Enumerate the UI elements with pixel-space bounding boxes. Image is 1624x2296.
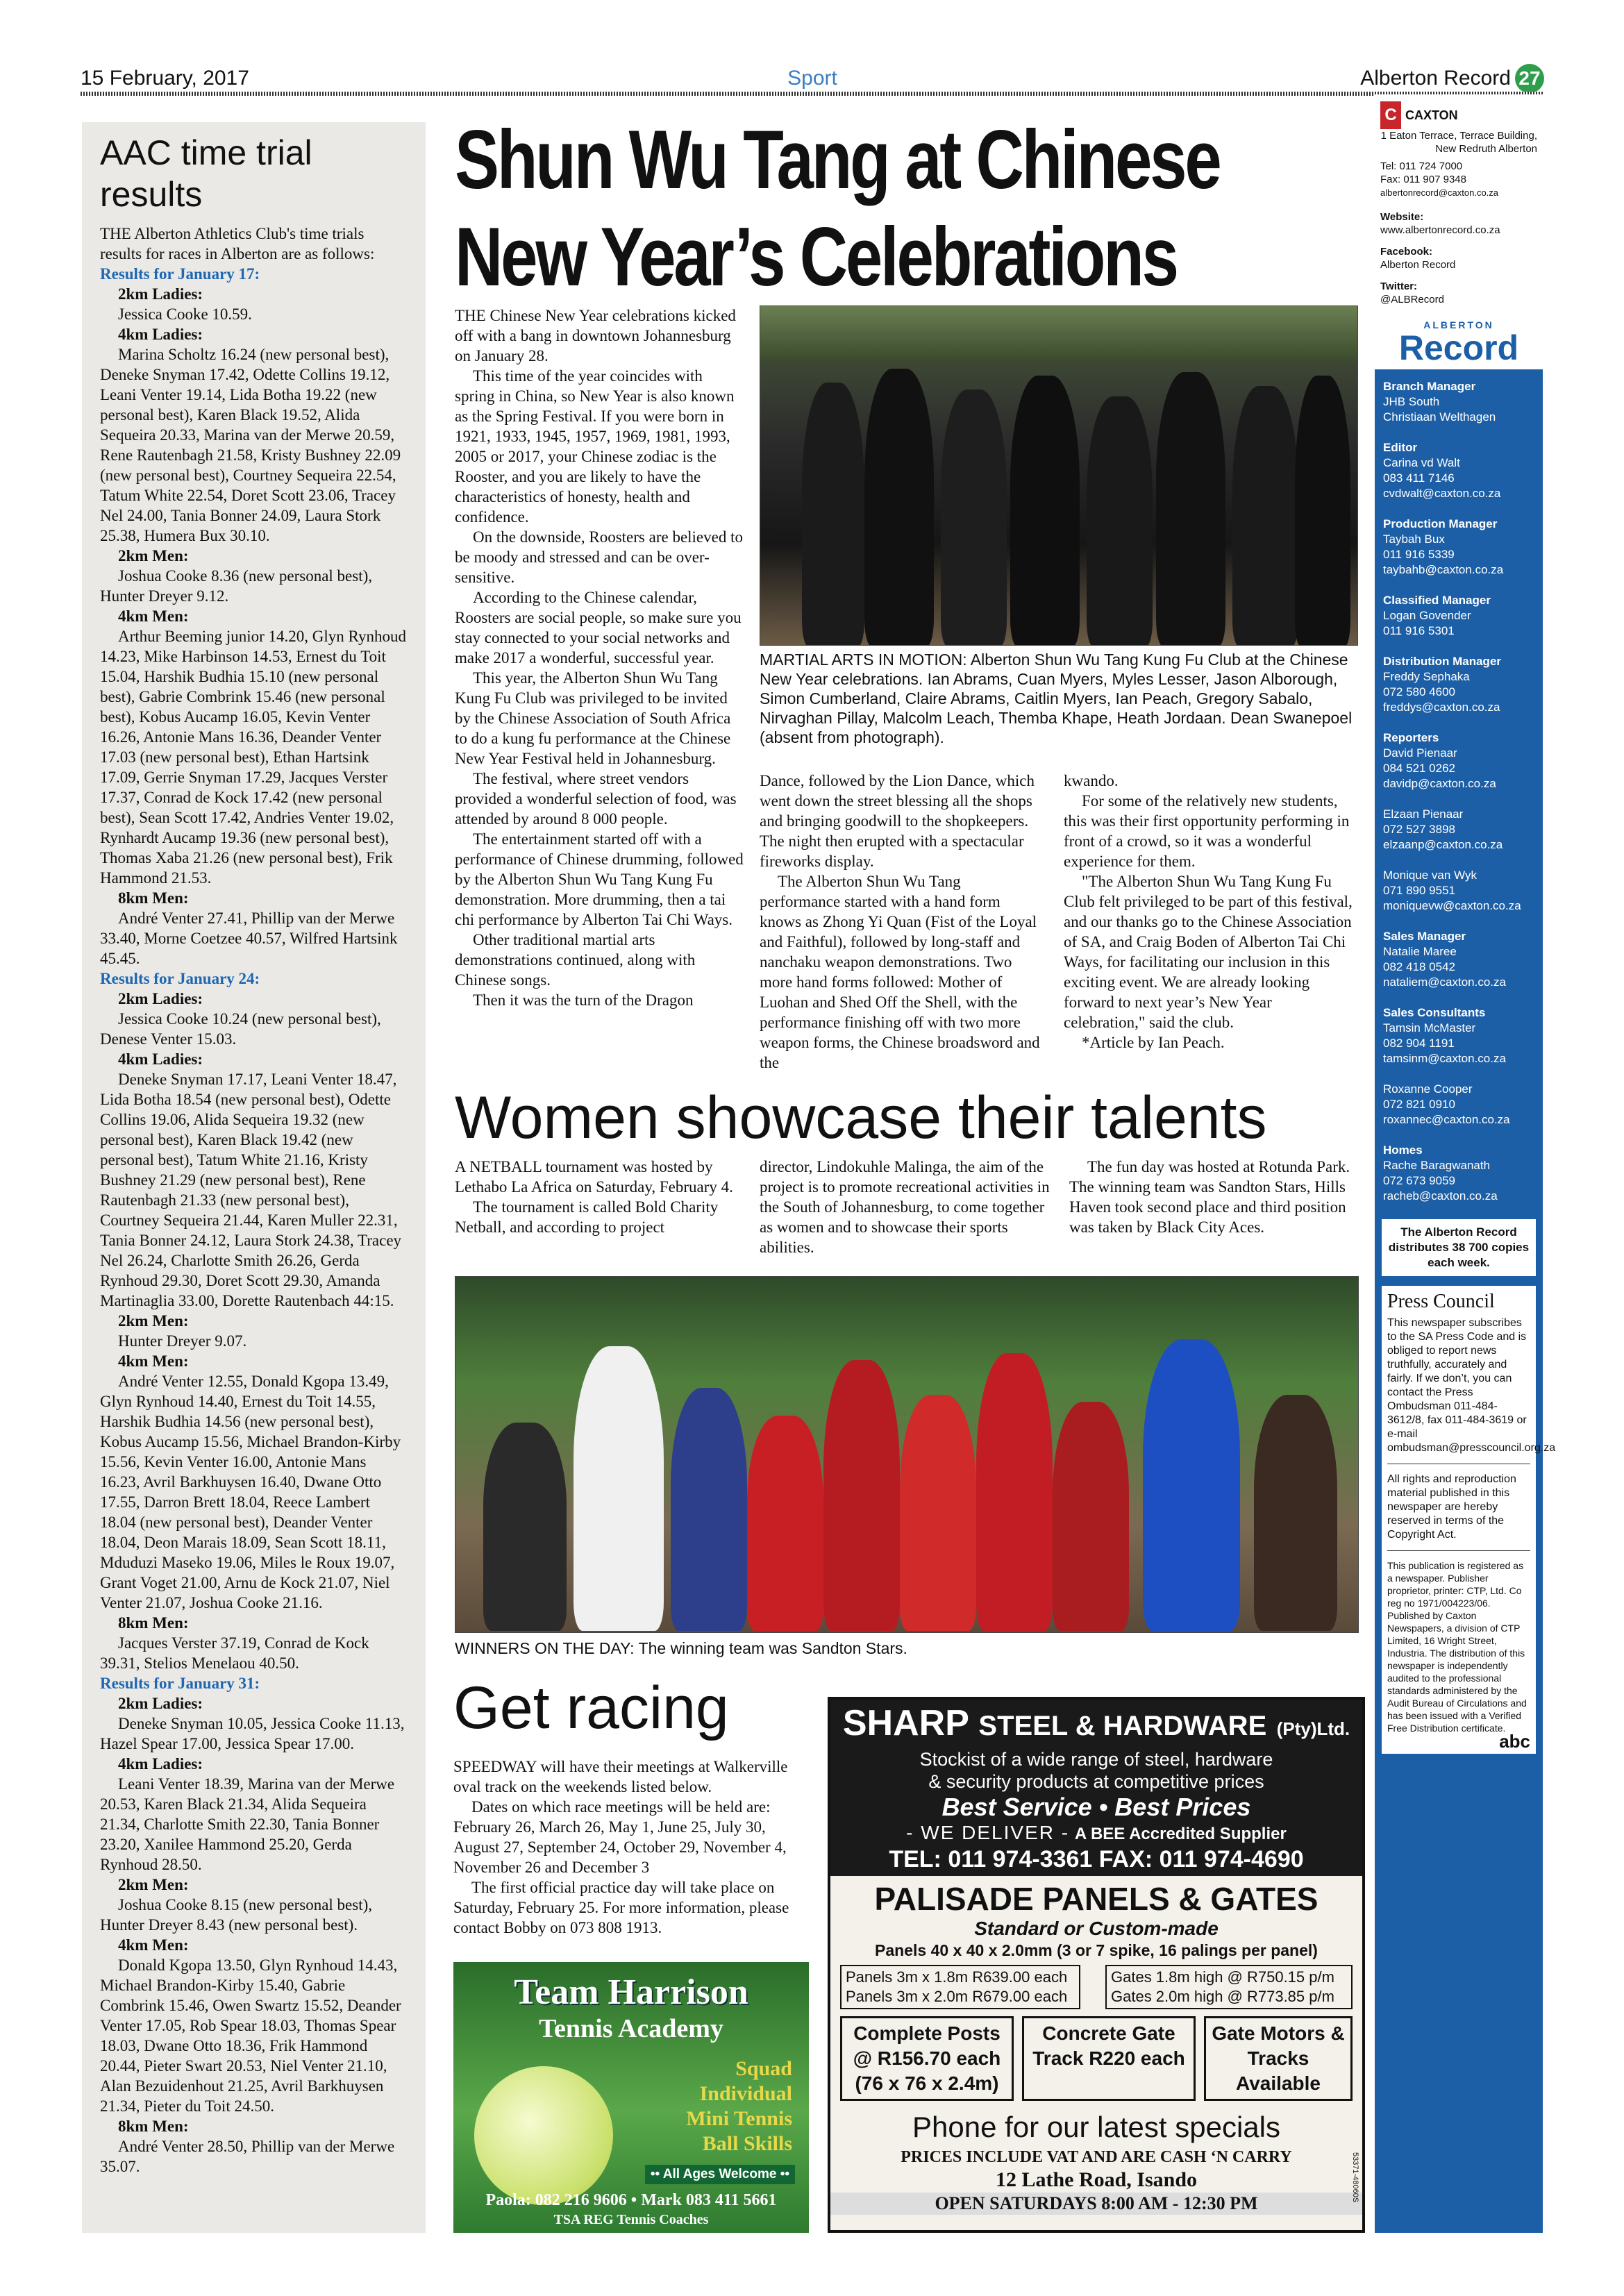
staff-contact [1383, 440, 1534, 501]
steel-ad-box3: Gate Motors & Tracks Available [1204, 2016, 1353, 2101]
steel-ad-box1: Complete Posts @ R156.70 each (76 x 76 x 2.4m) [840, 2016, 1014, 2101]
tennis-ad-footer: TSA REG Tennis Coaches [553, 2212, 709, 2227]
results-text: André Venter 27.41, Phillip van der Merwe 33.40, Morne Coetzee 40.57, Wilfred Hartsink 45.45. [100, 910, 398, 967]
masthead-logo: Record [1398, 328, 1519, 367]
staff-detail: Roxanne Cooper [1383, 1082, 1473, 1096]
results-category: 2km Ladies: [118, 1695, 203, 1712]
steel-ad-line2: & security products at competitive prices [928, 1771, 1264, 1792]
sharp-steel-ad [828, 1697, 1365, 2233]
results-category: 4km Men: [118, 1352, 189, 1370]
staff-detail: 082 418 0542 [1383, 960, 1455, 973]
issue-date: 15 February, 2017 [81, 67, 249, 90]
racing-para: SPEEDWAY will have their meetings at Walkerville oval track on the weekends listed below. [453, 1758, 788, 1795]
steel-ad-box2: Concrete Gate Track R220 each [1022, 2016, 1196, 2101]
staff-detail: 071 890 9551 [1383, 884, 1455, 897]
page-header [81, 67, 1544, 90]
steel-ad-spec: Panels 40 x 40 x 2.0mm (3 or 7 spike, 16 palings per panel) [875, 1941, 1318, 1959]
staff-detail: Elzaan Pienaar [1383, 807, 1464, 821]
publication-name: Alberton Record [1360, 67, 1511, 90]
shun-para: This time of the year coincides with spring in China, so New Year is also known as the Spring Festival. If you were born in 1921, 1933, 1945, 1957, 1969, 1981, 1993, 2005 or 2017, your Chinese zodiac is the Rooster, and you are likely to have the characteristics of honesty, health and confidence. [455, 367, 735, 526]
staff-detail: Monique van Wyk [1383, 869, 1477, 882]
press-council-text: This newspaper subscribes to the SA Press Code and is obliged to report news truthfully, accurately and fairly. If we don’t, you can contact the Press Ombudsman 011-484-3612/8, fax 011-484-3619 or e-mail ombudsman@presscouncil.org.za [1387, 1317, 1556, 1454]
steel-ad-bee: A BEE Accredited Supplier [1074, 1825, 1287, 1843]
staff-role: Sales Manager [1383, 930, 1466, 943]
results-text: Leani Venter 18.39, Marina van der Merwe 20.53, Karen Black 21.34, Alida Sequeira 21.34, Charlotte Smith 22.30, Tania Bonner 23.20, Xanilee Hammond 25.20, Gerda Rynhoud 28.50. [100, 1775, 395, 1873]
caxton-logo-text: CAXTON [1405, 108, 1458, 122]
tennis-ad-subtitle: Tennis Academy [539, 2014, 723, 2043]
header-rule [81, 92, 1544, 96]
staff-detail: Carina vd Walt [1383, 456, 1460, 469]
results-category: 4km Ladies: [118, 326, 203, 343]
section-label: Sport [787, 67, 837, 90]
staff-contact [1383, 730, 1534, 791]
results-category: 8km Men: [118, 2118, 189, 2135]
results-date-heading: Results for January 17: [100, 265, 260, 283]
steel-ad-gate1: Gates 1.8m high @ R750.15 p/m [1111, 1968, 1334, 1986]
results-category: 2km Men: [118, 547, 189, 564]
shun-para: *Article by Ian Peach. [1082, 1034, 1225, 1051]
results-text: Deneke Snyman 10.05, Jessica Cooke 11.13, Hazel Spear 17.00, Jessica Spear 17.00. [100, 1715, 405, 1752]
shun-para: The festival, where street vendors provided a wonderful selection of food, was attended by around 8 000 people. [455, 770, 737, 828]
office-tel: Tel: 011 724 7000 [1380, 160, 1463, 172]
website-label: Website: [1380, 211, 1424, 223]
results-category: 4km Men: [118, 1936, 189, 1954]
results-text: Jessica Cooke 10.24 (new personal best), Denese Venter 15.03. [100, 1010, 381, 1048]
women-para: The fun day was hosted at Rotunda Park. The winning team was Sandton Stars, Hills Haven took second place and third position was taken by Black City Aces. [1069, 1158, 1350, 1236]
racing-para: Dates on which race meetings will be held are: February 26, March 26, May 1, June 25, July 30, August 27, September 24, October 29, November 4, November 26 and December 3 [453, 1798, 787, 1876]
steel-ad-phone: Phone for our latest specials [912, 2111, 1280, 2143]
steel-ad-tel: TEL: 011 974-3361 FAX: 011 974-4690 [889, 1846, 1304, 1872]
staff-detail: 011 916 5301 [1383, 624, 1455, 637]
women-headline: Women showcase their talents [455, 1084, 1267, 1151]
staff-detail[interactable]: tamsinm@caxton.co.za [1383, 1052, 1506, 1065]
results-category: 4km Ladies: [118, 1755, 203, 1773]
racing-para: The first official practice day will take place on Saturday, February 25. For more information, please contact Bobby on 073 808 1913. [453, 1879, 789, 1936]
staff-contact [1383, 1143, 1534, 1204]
staff-detail[interactable]: roxannec@caxton.co.za [1383, 1113, 1510, 1126]
staff-detail: Rache Baragwanath [1383, 1159, 1491, 1172]
shun-article-col-3 [1064, 771, 1355, 1053]
tennis-ad-welcome: •• All Ages Welcome •• [645, 2165, 795, 2184]
tennis-service: Squad [735, 2057, 792, 2080]
masthead-sidebar [1375, 94, 1556, 2233]
shun-article-col-2 [760, 771, 1044, 1073]
staff-detail: 011 916 5339 [1383, 548, 1455, 561]
page-number-badge: 27 [1515, 64, 1544, 93]
staff-role: Production Manager [1383, 517, 1498, 530]
shun-para: According to the Chinese calendar, Roosters are social people, so make sure you stay connected to your social networks and make 2017 a wonderful, successful year. [455, 589, 742, 667]
women-para: director, Lindokuhle Malinga, the aim of the project is to promote recreational activities in the South of Johannesburg, to come together as women and to showcase their sports abilities. [760, 1158, 1050, 1256]
shun-para: The Alberton Shun Wu Tang performance started with a hand form knows as Zhong Yi Quan (Fist of the Loyal and Faithful), followed by long-staff and nanchaku weapon demonstrations. Two more hand forms followed: Mother of Luohan and Shed Off the Shell, with the performance finishing off with two more weapon forms, the Chinese broadsword and the [760, 873, 1040, 1071]
facebook-link[interactable]: Alberton Record [1380, 259, 1456, 271]
staff-contacts [1375, 369, 1543, 1204]
results-text: Jessica Cooke 10.59. [118, 305, 252, 323]
shun-para: On the downside, Roosters are believed to be moody and stressed and can be over-sensitive. [455, 528, 743, 586]
staff-detail: Logan Govender [1383, 609, 1471, 622]
steel-ad-panel1: Panels 3m x 1.8m R639.00 each [846, 1968, 1068, 1986]
shun-para: For some of the relatively new students, this was their first opportunity performing in front of a crowd, so it was a wonderful experience for them. [1064, 792, 1350, 870]
staff-detail: Christiaan Welthagen [1383, 410, 1496, 424]
kungfu-group-photo [760, 305, 1358, 646]
staff-role: Editor [1383, 441, 1418, 454]
staff-role: Branch Manager [1383, 380, 1476, 393]
staff-detail: JHB South [1383, 395, 1440, 408]
shun-para: Other traditional martial arts demonstrations continued, along with Chinese songs. [455, 931, 696, 989]
results-text: Deneke Snyman 17.17, Leani Venter 18.47, Lida Botha 18.54 (new personal best), Odette Collins 19.06, Alida Sequeira 19.32 (new personal best), Karen Black 19.42 (new personal best), Tatum White 21.16, Kristy Bushney 21.29 (new personal best), Rene Rautenbagh 21.33 (new personal best), Courtney Sequeira 21.44, Karen Muller 22.31, Tania Bonner 24.12, Laura Stork 24.38, Tracey Nel 26.24, Charlotte Smith 26.26, Gerda Rynhoud 29.30, Doret Scott 29.30, Amanda Martinaglia 33.00, Dorette Rautenbach 44:15. [100, 1071, 402, 1309]
facebook-label: Facebook: [1380, 246, 1433, 258]
steel-ad-panel2: Panels 3m x 2.0m R679.00 each [846, 1988, 1068, 2005]
staff-contact [1383, 1005, 1534, 1066]
staff-contact [1383, 1082, 1534, 1128]
results-category: 4km Men: [118, 607, 189, 625]
tennis-service: Ball Skills [702, 2132, 792, 2155]
women-col-1 [455, 1157, 739, 1237]
steel-ad-top [830, 1700, 1362, 1876]
results-category: 2km Men: [118, 1312, 189, 1330]
steel-ad-palisade: PALISADE PANELS & GATES [874, 1881, 1319, 1917]
tennis-service: Mini Tennis [686, 2107, 792, 2130]
staff-contact [1383, 379, 1534, 425]
staff-detail[interactable]: elzaanp@caxton.co.za [1383, 838, 1503, 851]
results-text: Joshua Cooke 8.15 (new personal best), Hunter Dreyer 8.43 (new personal best). [100, 1896, 373, 1934]
website-link[interactable]: www.albertonrecord.co.za [1380, 224, 1500, 236]
staff-contact [1383, 654, 1534, 715]
results-category: 8km Men: [118, 1614, 189, 1632]
twitter-link[interactable]: @ALBRecord [1380, 294, 1444, 305]
steel-ad-name2: STEEL & HARDWARE [978, 1711, 1267, 1741]
steel-ad-name: SHARP [842, 1703, 969, 1743]
staff-detail: 072 527 3898 [1383, 823, 1455, 836]
twitter-label: Twitter: [1380, 280, 1418, 292]
steel-ad-line3: Best Service • Best Prices [941, 1793, 1251, 1821]
tennis-academy-ad [453, 1962, 809, 2233]
results-category: 2km Ladies: [118, 990, 203, 1007]
staff-contact [1383, 593, 1534, 639]
steel-ad-address: 12 Lathe Road, Isando [995, 2168, 1198, 2191]
results-text: Joshua Cooke 8.36 (new personal best), Hunter Dreyer 9.12. [100, 567, 373, 605]
aac-results-list [100, 264, 408, 2177]
shun-para: Then it was the turn of the Dragon [473, 991, 694, 1009]
women-para: The tournament is called Bold Charity Netball, and according to project [455, 1198, 719, 1236]
staff-role: Homes [1383, 1143, 1423, 1157]
staff-detail[interactable]: taybahb@caxton.co.za [1383, 563, 1504, 576]
shun-headline-line-2: New Year’s Celebrations [455, 210, 1177, 303]
results-text: Arthur Beeming junior 14.20, Glyn Rynhoud 14.23, Mike Harbinson 14.53, Ernest du Toit 15.04, Harshik Budhia 15.10 (new personal best), Gabrie Combrink 15.46 (new personal best), Kobus Aucamp 16.05, Kevin Venter 16.26, Antonie Mans 16.36, Deander Venter 17.03 (new personal best), Ethan Hartsink 17.09, Gerrie Snyman 17.29, Jacques Verster 17.37, Conrad de Kock 17.42 (new personal best), Sean Scott 17.42, Andries Venter 19.02, Rynhardt Aucamp 19.36 (new personal best), Thomas Xaba 21.26 (new personal best), Frik Hammond 21.53. [100, 628, 406, 887]
shun-para: The entertainment started off with a performance of Chinese drumming, followed by the Alberton Shun Wu Tang Kung Fu demonstration. More drumming, then a tai chi performance by Alberton Tai Chi Ways. [455, 830, 744, 928]
staff-role: Reporters [1383, 731, 1439, 744]
staff-detail[interactable]: nataliem@caxton.co.za [1383, 975, 1506, 989]
results-text: Jacques Verster 37.19, Conrad de Kock 39.31, Stelios Menelaou 40.50. [100, 1634, 369, 1672]
staff-detail: Freddy Sephaka [1383, 670, 1470, 683]
staff-contact [1383, 517, 1534, 578]
staff-contact [1383, 807, 1534, 853]
racing-headline: Get racing [453, 1675, 729, 1741]
tennis-ad-services [686, 2056, 792, 2156]
staff-detail: Tamsin McMaster [1383, 1021, 1476, 1034]
steel-ad-gate2: Gates 2.0m high @ R773.85 p/m [1111, 1988, 1334, 2005]
staff-contact [1383, 868, 1534, 914]
shun-headline [455, 111, 1220, 305]
shun-article-col-1 [455, 305, 746, 1010]
steel-ad-prices: PRICES INCLUDE VAT AND ARE CASH ‘N CARRY [901, 2148, 1292, 2166]
staff-detail[interactable]: freddys@caxton.co.za [1383, 701, 1500, 714]
staff-role: Distribution Manager [1383, 655, 1502, 668]
copyright-text: All rights and reproduction material published in this newspaper are hereby reserved in terms of the Copyright Act. [1387, 1473, 1516, 1541]
women-para: A NETBALL tournament was hosted by Lethabo La Africa on Saturday, February 4. [455, 1158, 733, 1196]
results-category: 4km Ladies: [118, 1050, 203, 1068]
staff-detail: Taybah Bux [1383, 533, 1445, 546]
staff-role: Sales Consultants [1383, 1006, 1486, 1019]
results-text: Marina Scholtz 16.24 (new personal best), Deneke Snyman 17.42, Odette Collins 19.12, Leani Venter 19.14, Lida Botha 19.22 (new personal best), Karen Black 19.52, Alida Sequeira 20.33, Marina van der Merwe 20.59, Rene Rautenbagh 21.58, Kristy Bushney 22.09 (new personal best), Courtney Sequeira 22.54, Tatum White 22.54, Doret Scott 23.06, Tracey Nel 24.00, Tania Bonner 24.09, Laura Stork 25.38, Humera Bux 30.10. [100, 346, 401, 544]
steel-ad-deliver: - WE DELIVER - [906, 1822, 1070, 1843]
aac-results-column [82, 122, 426, 2233]
press-council-box [1382, 1286, 1556, 1754]
women-col-2 [760, 1157, 1051, 1257]
shun-para: THE Chinese New Year celebrations kicked off with a bang in downtown Johannesburg on January 28. [455, 307, 736, 364]
staff-detail: 072 673 9059 [1383, 1174, 1455, 1187]
results-date-heading: Results for January 24: [100, 970, 260, 987]
staff-detail: 072 821 0910 [1383, 1098, 1455, 1111]
results-text: Donald Kgopa 13.50, Glyn Rynhoud 14.43, Michael Brandon-Kirby 15.40, Gabrie Combrink 15.46, Owen Swartz 15.52, Deander Venter 17.05, Rob Spear 18.03, Thomas Spear 18.03, Dwane Otto 18.36, Frik Hammond 20.44, Pieter Swart 20.53, Niel Venter 21.10, Alan Bezuidenhout 21.25, Avril Barkhuysen 21.34, Pieter du Toit 24.50. [100, 1956, 401, 2115]
tennis-service: Individual [699, 2082, 792, 2105]
results-category: 2km Men: [118, 1876, 189, 1893]
tennis-ad-title: Team Harrison [514, 1972, 748, 2012]
abc-logo: abc [1499, 1731, 1530, 1752]
results-category: 2km Ladies: [118, 285, 203, 303]
shun-para: This year, the Alberton Shun Wu Tang Kung Fu Club was privileged to be invited by the Chinese Association of South Africa to do a kung fu performance at the Chinese New Year Festival held in Johannesburg. [455, 669, 731, 767]
women-col-3 [1069, 1157, 1361, 1237]
staff-role: Classified Manager [1383, 594, 1491, 607]
results-date-heading: Results for January 31: [100, 1675, 260, 1692]
netball-team-photo [455, 1276, 1359, 1633]
results-text: Hunter Dreyer 9.07. [118, 1332, 247, 1350]
staff-detail[interactable]: davidp@caxton.co.za [1383, 777, 1496, 790]
kungfu-photo-caption: MARTIAL ARTS IN MOTION: Alberton Shun Wu Tang Kung Fu Club at the Chinese New Year celebrations. Ian Abrams, Cuan Myers, Myles Lesser, Jason Alborough, Simon Cumberland, Claire Abrams, Caitlin Myers, Ian Peach, Gregory Sabalo, Nirvaghan Pillay, Malcolm Leach, Themba Khape, Heath Jordaan. Dean Swanepoel (absent from photograph). [760, 651, 1353, 746]
staff-detail[interactable]: racheb@caxton.co.za [1383, 1189, 1498, 1203]
staff-contact [1383, 929, 1534, 990]
caxton-address-block [1375, 94, 1543, 369]
registration-text: This publication is registered as a newspaper. Publisher proprietor, printer: CTP, Ltd. Co reg no 1971/004223/06. Published by Caxton Newspapers, a division of CTP Limited, 16 Wright Street, Industria. The distribution of this newspaper is independently audited to the professional standards administered by the Audit Bureau of Circulations and has been issued with a Verified Free Distribution certificate. [1387, 1560, 1527, 1734]
staff-detail[interactable]: cvdwalt@caxton.co.za [1383, 487, 1501, 500]
shun-para: "The Alberton Shun Wu Tang Kung Fu Club felt privileged to be part of this festival, and our thanks go to the Chinese Association of SA, and Craig Boden of Alberton Tai Chi Ways, for facilitating our inclusion in this exciting event. We are already looking forward to next year’s New Year celebration," said the club. [1064, 873, 1353, 1031]
results-category: 8km Men: [118, 889, 189, 907]
results-text: André Venter 12.55, Donald Kgopa 13.49, Glyn Rynhoud 14.40, Ernest du Toit 14.55, Harshik Budhia 14.56 (new personal best), Kobus Aucamp 15.56, Michael Brandon-Kirby 15.56, Kevin Venter 16.00, Antonie Mans 16.23, Avril Barkhuysen 16.40, Dwane Otto 17.55, Darron Brett 18.04, Reece Lambert 18.04 (new personal best), Deander Venter 18.04, Deon Marais 18.09, Sean Scott 18.11, Mduduzi Maseko 19.06, Miles le Roux 19.07, Grant Voget 21.00, Arnu de Kock 21.07, Niel Venter 21.07, Joshua Cooke 21.16. [100, 1373, 401, 1611]
office-address: 1 Eaton Terrace, Terrace Building, New Redruth Alberton [1380, 130, 1537, 155]
shun-para: kwando. [1064, 772, 1119, 789]
results-text: André Venter 28.50, Phillip van der Merwe 35.07. [100, 2138, 395, 2175]
steel-ad-custom: Standard or Custom-made [974, 1918, 1219, 1939]
tennis-ball-icon [474, 2066, 613, 2205]
netball-photo-caption: WINNERS ON THE DAY: The winning team was Sandton Stars. [455, 1639, 907, 1657]
staff-detail: 084 521 0262 [1383, 762, 1455, 775]
tennis-ad-contacts: Paola: 082 216 9606 • Mark 083 411 5661 [485, 2191, 777, 2209]
aac-title: AAC time trial results [100, 133, 312, 214]
steel-ad-pty: (Pty)Ltd. [1276, 1718, 1350, 1739]
aac-intro: THE Alberton Athletics Club's time trials results for races in Alberton are as follows: [100, 225, 375, 262]
press-council-logo: Press Council [1387, 1291, 1495, 1312]
staff-detail: 072 580 4600 [1383, 685, 1455, 698]
staff-detail: Natalie Maree [1383, 945, 1457, 958]
staff-detail: 083 411 7146 [1383, 471, 1455, 485]
steel-ad-ref: 53371-48060S [1351, 2152, 1359, 2202]
office-email: albertonrecord@caxton.co.za [1380, 187, 1499, 198]
shun-headline-line-1: Shun Wu Tang at Chinese [455, 113, 1220, 206]
steel-ad-open: OPEN SATURDAYS 8:00 AM - 12:30 PM [830, 2193, 1362, 2215]
staff-detail[interactable]: moniquevw@caxton.co.za [1383, 899, 1521, 912]
staff-detail: 082 904 1191 [1383, 1037, 1455, 1050]
steel-ad-line1: Stockist of a wide range of steel, hardware [919, 1749, 1273, 1770]
staff-detail: David Pienaar [1383, 746, 1457, 760]
office-fax: Fax: 011 907 9348 [1380, 174, 1466, 185]
masthead-small: ALBERTON [1423, 319, 1494, 330]
shun-para: Dance, followed by the Lion Dance, which went down the street blessing all the shops and bringing goodwill to the shopkeepers. The night then erupted with a spectacular fireworks display. [760, 772, 1035, 870]
caxton-logo-icon: C [1380, 101, 1401, 129]
distribution-note: The Alberton Record distributes 38 700 copies each week. [1382, 1219, 1536, 1276]
racing-article [453, 1757, 804, 1938]
